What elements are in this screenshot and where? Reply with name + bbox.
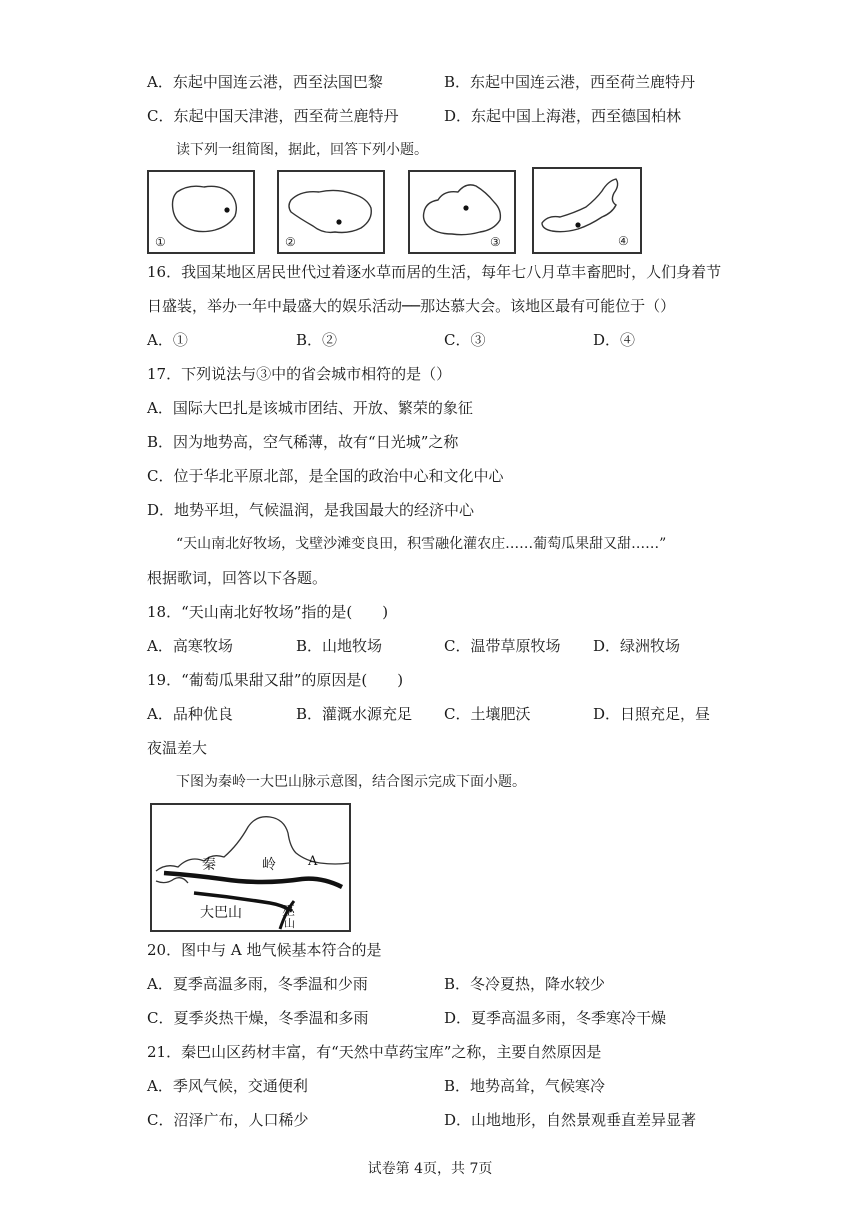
q21-option-d: D．山地地形，自然景观垂直差异显著: [444, 1111, 697, 1129]
q17-option-d: D．地势平坦，气候温润，是我国最大的经济中心: [147, 501, 475, 519]
q20-option-b: B．冬冷夏热，降水较少: [444, 975, 606, 993]
q18-option-a: A．高寒牧场: [147, 637, 233, 655]
map-label-dabashan: 大巴山: [200, 904, 242, 920]
q20-option-a: A．夏季高温多雨，冬季温和少雨: [147, 975, 368, 993]
q21-stem: 21．秦巴山区药材丰富，有“天然中草药宝库”之称，主要自然原因是: [147, 1043, 602, 1061]
q19-option-b: B．灌溉水源充足: [296, 705, 413, 723]
q19-option-d-line2: 夜温差大: [147, 739, 208, 757]
q19-stem: 19．“葡萄瓜果甜又甜”的原因是( ): [147, 671, 404, 689]
q17-option-c: C．位于华北平原北部，是全国的政治中心和文化中心: [147, 467, 504, 485]
map-label-qin: 秦: [202, 856, 216, 872]
province-map-1: [147, 170, 255, 254]
qinling-mountain-line: [164, 873, 342, 887]
q15-option-b: B．东起中国连云港，西至荷兰鹿特丹: [444, 73, 696, 91]
q18-option-c: C．温带草原牧场: [444, 637, 561, 655]
q21-option-a: A．季风气候，交通便利: [147, 1077, 308, 1095]
q20-option-c: C．夏季炎热干燥，冬季温和多雨: [147, 1009, 369, 1027]
q18-option-d: D．绿洲牧场: [593, 637, 681, 655]
q15-option-d: D．东起中国上海港，西至德国柏林: [444, 107, 682, 125]
lyrics-prompt: 根据歌词，回答以下各题。: [147, 569, 328, 587]
province-map-2: [277, 170, 385, 254]
q16-option-c: C．③: [444, 331, 486, 349]
q18-stem: 18．“天山南北好牧场”指的是( ): [147, 603, 389, 621]
lyrics-quote: “天山南北好牧场，戈壁沙滩变良田，积雪融化灌农庄……葡萄瓜果甜又甜……”: [176, 536, 667, 552]
q16-stem-line1: 16．我国某地区居民世代过着逐水草而居的生活，每年七八月草丰畜肥时，人们身着节: [147, 263, 722, 281]
q17-stem: 17．下列说法与③中的省会城市相符的是（）: [147, 365, 452, 383]
q16-option-b: B．②: [296, 331, 338, 349]
q18-option-b: B．山地牧场: [296, 637, 383, 655]
q20-option-d: D．夏季高温多雨，冬季寒冷干燥: [444, 1009, 667, 1027]
province-map-4: [532, 167, 642, 254]
group3-intro: 下图为秦岭一大巴山脉示意图，结合图示完成下面小题。: [176, 774, 526, 790]
q16-option-a: A．①: [147, 331, 188, 349]
q19-option-d-line1: D．日照充足，昼: [593, 705, 711, 723]
group1-intro: 读下列一组简图，据此，回答下列小题。: [176, 142, 428, 158]
province-map-label: ④: [618, 234, 629, 248]
qinling-dabashan-map: [150, 803, 351, 932]
q16-option-d: D．④: [593, 331, 636, 349]
q20-stem: 20．图中与 A 地气候基本符合的是: [147, 941, 382, 959]
province-map-label: ①: [155, 235, 166, 249]
page-footer: 试卷第 4页，共 7页: [367, 1161, 493, 1177]
q19-option-c: C．土壤肥沃: [444, 705, 531, 723]
map-label-a: A: [308, 854, 318, 869]
q21-option-c: C．沼泽广布，人口稀少: [147, 1111, 309, 1129]
province-map-3: [408, 170, 516, 254]
q15-option-c: C．东起中国天津港，西至荷兰鹿特丹: [147, 107, 399, 125]
map-label-shan: 山: [284, 918, 295, 930]
map-label-wu: 巫: [282, 903, 296, 918]
map-label-ling: 岭: [262, 856, 276, 872]
q16-stem-line2: 日盛装，举办一年中最盛大的娱乐活动──那达慕大会。该地区最有可能位于（）: [147, 297, 676, 315]
q19-option-a: A．品种优良: [147, 705, 233, 723]
q17-option-b: B．因为地势高，空气稀薄，故有“日光城”之称: [147, 433, 459, 451]
q17-option-a: A．国际大巴扎是该城市团结、开放、繁荣的象征: [147, 399, 473, 417]
q15-option-a: A．东起中国连云港，西至法国巴黎: [147, 73, 383, 91]
province-map-label: ③: [490, 235, 501, 249]
q21-option-b: B．地势高耸，气候寒冷: [444, 1077, 606, 1095]
province-map-label: ②: [285, 235, 296, 249]
